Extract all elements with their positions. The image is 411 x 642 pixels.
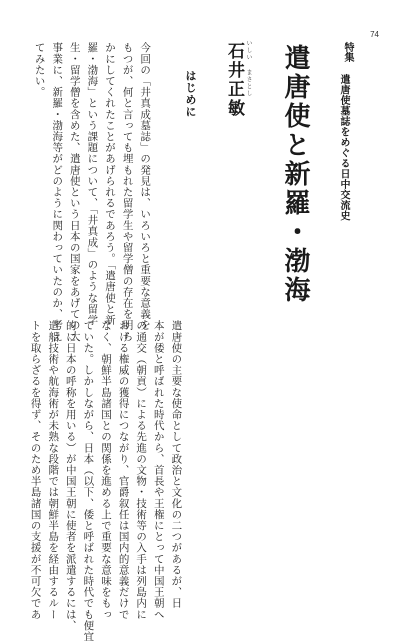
section-heading: はじめに: [184, 70, 197, 118]
series-subtitle: 遣唐使墓誌をめぐる日中交流史: [338, 74, 349, 221]
series-label: 特集: [342, 42, 353, 62]
text-line: なく、朝鮮半島諸国との関係を進める上で重要な意味をもっ: [99, 320, 112, 620]
text-line: ていた。しかしながら、日本（以下、倭と呼ばれた時代でも便宜: [82, 320, 95, 642]
text-line: 羅・渤海」という課題について、「井真成」のような留学: [86, 42, 99, 326]
author-ruby: いしい まさとし: [245, 40, 252, 97]
page-number: 74: [370, 30, 379, 39]
text-line: の通交（朝貢）による先進の文物・技術等の入手は列島内に: [135, 320, 148, 620]
main-paragraph: [26, 320, 184, 642]
text-line: 事業に、新羅・渤海等がどのように関わっていたのか、考え: [51, 42, 64, 342]
text-line: てみたい。: [33, 42, 46, 98]
text-line: かにしてくれたことがあげられるであろう。「遣唐使と新: [103, 42, 116, 326]
text-line: 造船技術や航海術が未熟な段階では朝鮮半島を経由するルー: [47, 320, 60, 620]
text-line: 遣唐使の主要な使命として政治と文化の二つがあるが、日: [170, 320, 183, 609]
author-name: 石井正敏: [224, 42, 244, 118]
text-line: 生・留学僧を含めた、遣唐使という日本の国家をあげての大: [68, 42, 81, 342]
text-line: 本が倭と呼ばれた時代から、首長や王権にとって中国王朝へ: [152, 320, 165, 620]
intro-paragraph: [30, 42, 153, 342]
text-line: 的に日本の呼称を用いる）が中国王朝に使者を派遣するには、: [64, 320, 77, 631]
article-title: 遣唐使と新羅・渤海: [280, 44, 310, 305]
text-line: 今回の「井真成墓誌」の発見は、いろいろと重要な意義を: [139, 42, 152, 331]
text-line: もつが、何と言っても埋もれた留学生や留学僧の存在を明ら: [121, 42, 134, 342]
text-line: おける権威の獲得につながり、官爵叙任は国内的意義だけで: [117, 320, 130, 620]
text-line: トを取らざるを得ず、そのため半島諸国の支援が不可欠であ: [29, 320, 42, 620]
